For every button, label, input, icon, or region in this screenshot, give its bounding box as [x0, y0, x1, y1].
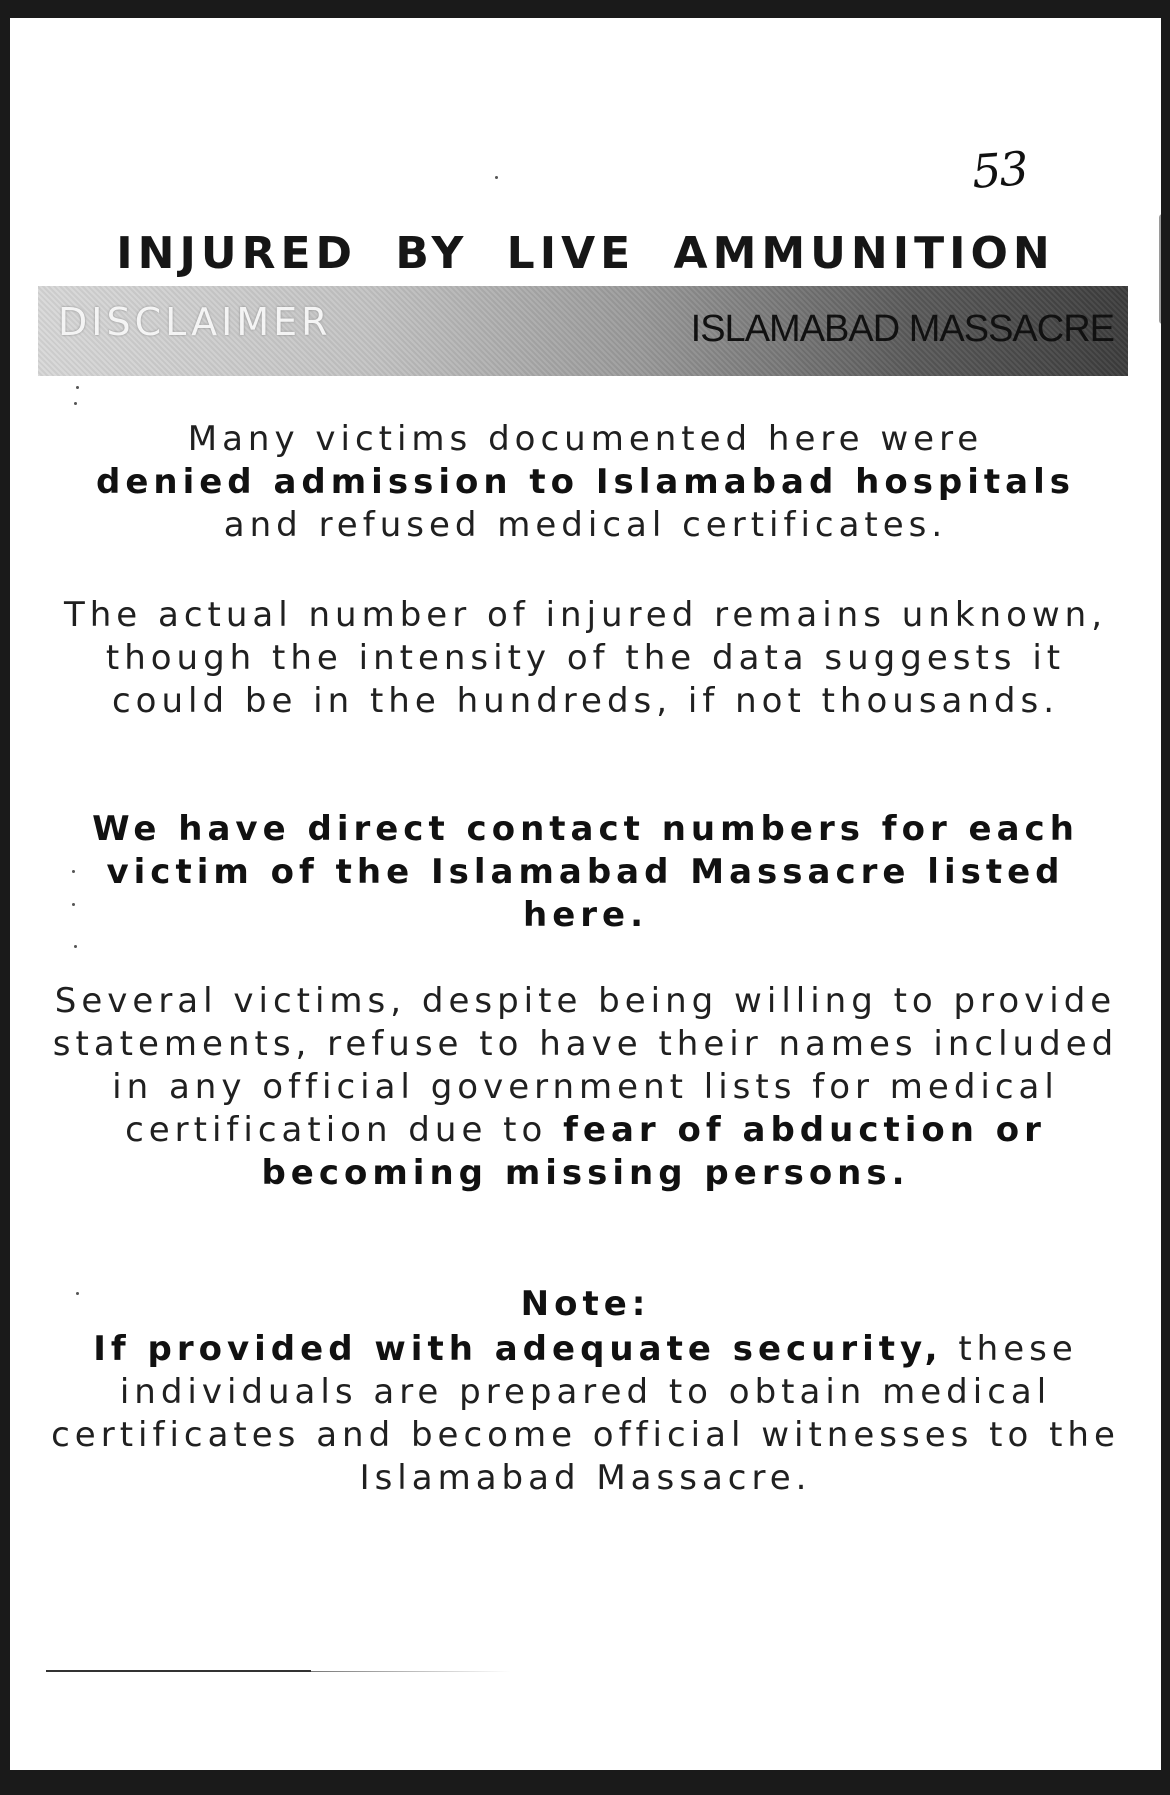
paragraph-note [50, 1328, 1121, 1500]
scan-speck [76, 1292, 79, 1295]
document-page [10, 18, 1161, 1770]
scrollbar-thumb[interactable] [1159, 214, 1161, 324]
footer-rule [46, 1670, 311, 1672]
handwritten-page-number: 53 [970, 141, 1029, 199]
disclaimer-banner [38, 286, 1128, 376]
paragraph4-bold-text: fear of abduction or becoming missing persons. [261, 1110, 1046, 1193]
note-heading-text: Note: [520, 1284, 651, 1324]
paragraph-contact-numbers [50, 808, 1121, 937]
scan-speck [72, 870, 75, 873]
paragraph1-line1: Many victims documented here were [187, 419, 984, 459]
paragraph3-bold-text: We have direct contact numbers for each victim of the Islamabad Massacre listed here. [92, 809, 1079, 935]
scan-speck [74, 945, 77, 948]
paragraph-injured-count: The actual number of injured remains unknown, though the intensity of the data suggests it could be in the hundreds, if not thousands. [63, 595, 1108, 721]
scan-speck [72, 903, 75, 906]
note-bold-lead: If provided with adequate security, [93, 1329, 943, 1369]
banner-disclaimer-label: DISCLAIMER [58, 300, 332, 344]
banner-massacre-label: ISLAMABAD MASSACRE [690, 308, 1114, 350]
paragraph-victim-fears [50, 980, 1121, 1195]
paragraph1-line3: and refused medical certificates. [223, 505, 948, 545]
paragraph4-text: Several victims, despite being willing to provide statements, refuse to have their names included in any official government lists for medical certification due to [52, 981, 1119, 1150]
footer-rule-fade [311, 1671, 511, 1672]
note-text: these individuals are prepared to obtain medical certificates and become official witnesses to the Islamabad Massacre. [51, 1329, 1120, 1498]
paragraph1-bold-line: denied admission to Islamabad hospitals [95, 462, 1076, 502]
page-title: INJURED BY LIVE AMMUNITION [116, 228, 1055, 279]
scan-speck [495, 176, 498, 179]
paragraph-denied-admission [50, 418, 1121, 547]
scan-speck [74, 402, 77, 405]
scan-speck [76, 386, 79, 389]
note-heading [50, 1283, 1121, 1326]
